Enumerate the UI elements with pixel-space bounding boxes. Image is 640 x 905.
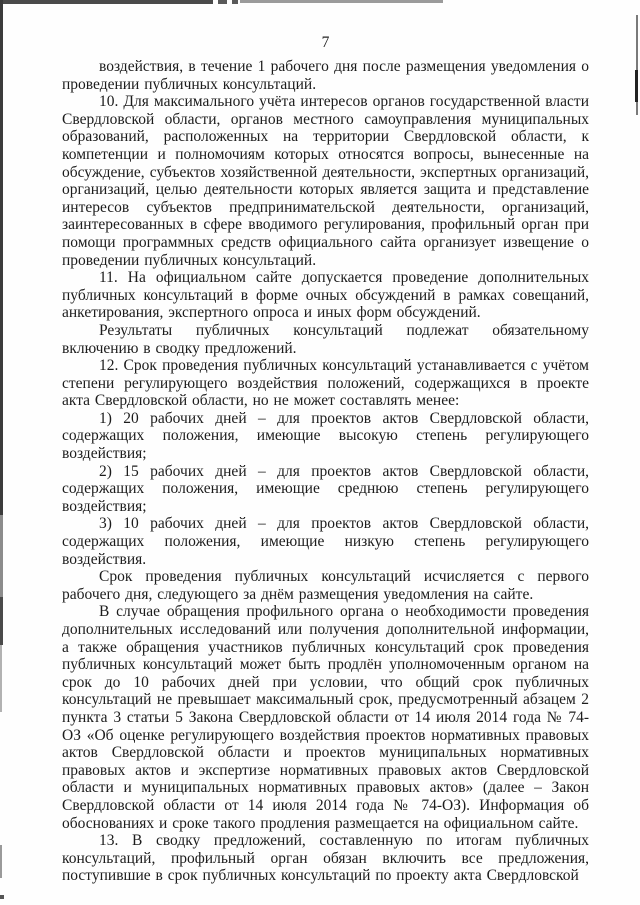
paragraph-extension: В случае обращения профильного органа о необходимости проведения дополнительных исследований или получения дополнительной информации, а также обращения участников публичных консультаций срок проведения публичных консультаций может быть продлён уполномоченным органом на срок до 10 рабочих дней при условии, что общий срок публичных консультаций не превышает максимальный срок, предусмотренный абзацем 2 пункта 3 статьи 5 Закона Свердловской области от 14 июля 2014 года № 74-ОЗ «Об оценке регулирующего воздействия проектов нормативных правовых актов Свердловской области и проектов муниципальных нормативных правовых актов и экспертизе нормативных правовых актов Свердловской области и муниципальных нормативных правовых актов» (далее – Закон Свердловской области от 14 июля 2014 года № 74-ОЗ). Информация об обоснованиях и сроке такого продления размещается на официальном сайте. <box>62 603 589 832</box>
paragraph-subitem-1: 1) 20 рабочих дней – для проектов актов Свердловской области, содержащих положения, имеющие высокую степень регулирующего воздействия; <box>62 409 589 463</box>
scan-artifact-left-edge-light <box>0 645 2 712</box>
scan-artifact-top-edge-dash <box>218 0 227 4</box>
paragraph-item-10: 10. Для максимального учёта интересов органов государственной власти Свердловской области, органов местного самоуправления муниципальных образований, расположенных на территории Свердловской области, к компетенции и полномочиям которых относятся вопросы, вынесенные на обсуждение, субъектов хозяйственной деятельности, экспертных организаций, организаций, целью деятельности которых является защита и представление интересов субъектов предпринимательской деятельности, организаций, заинтересованных в сфере вводимого регулирования, профильный орган при помощи программных средств официального сайта организует извещение о проведении публичных консультаций. <box>62 93 589 269</box>
scan-artifact-right-edge-dark <box>635 70 638 102</box>
scan-artifact-left-edge-mid <box>0 515 3 597</box>
paragraph-subitem-2: 2) 15 рабочих дней – для проектов актов Свердловской области, содержащих положения, имеющие среднюю степень регулирующего воздействия; <box>62 462 589 515</box>
scan-artifact-top-edge-dash <box>232 0 238 4</box>
scan-artifact-top-edge-dark <box>0 0 213 4</box>
scan-artifact-left-edge-dark <box>0 597 3 645</box>
page-number: 7 <box>321 34 330 51</box>
paragraph-term-start: Срок проведения публичных консультаций исчисляется с первого рабочего дня, следующего за днём размещения уведомления на сайте. <box>62 568 589 603</box>
paragraph-subitem-3: 3) 10 рабочих дней – для проектов актов Свердловской области, содержащих положения, имеющие низкую степень регулирующего воздействия. <box>62 515 589 568</box>
scan-artifact-left-edge-dark <box>0 0 3 515</box>
scan-artifact-top-edge-light <box>240 0 443 3</box>
scan-artifact-left-edge-tick <box>0 845 2 878</box>
scan-artifact-left-edge-dot <box>0 895 4 899</box>
paragraph-item-13: 13. В сводку предложений, составленную по итогам публичных консультаций, профильный орган обязан включить все предложения, поступившие в срок публичных консультаций по проекту акта Свердловской <box>62 832 589 885</box>
paragraph-item-11: 11. На официальном сайте допускается проведение дополнительных публичных консультаций в форме очных обсуждений в рамках совещаний, анкетирования, экспертного опроса и иных форм обсуждений. <box>62 269 589 322</box>
paragraph-continuation: воздействия, в течение 1 рабочего дня после размещения уведомления о проведении публичных консультаций. <box>62 58 589 93</box>
page-content <box>62 34 589 885</box>
paragraph-item-12: 12. Срок проведения публичных консультаций устанавливается с учётом степени регулирующего воздействия положений, содержащихся в проекте акта Свердловской области, но не может составлять менее: <box>62 357 589 410</box>
paragraph-results: Результаты публичных консультаций подлежат обязательному включению в сводку предложений. <box>62 321 589 357</box>
